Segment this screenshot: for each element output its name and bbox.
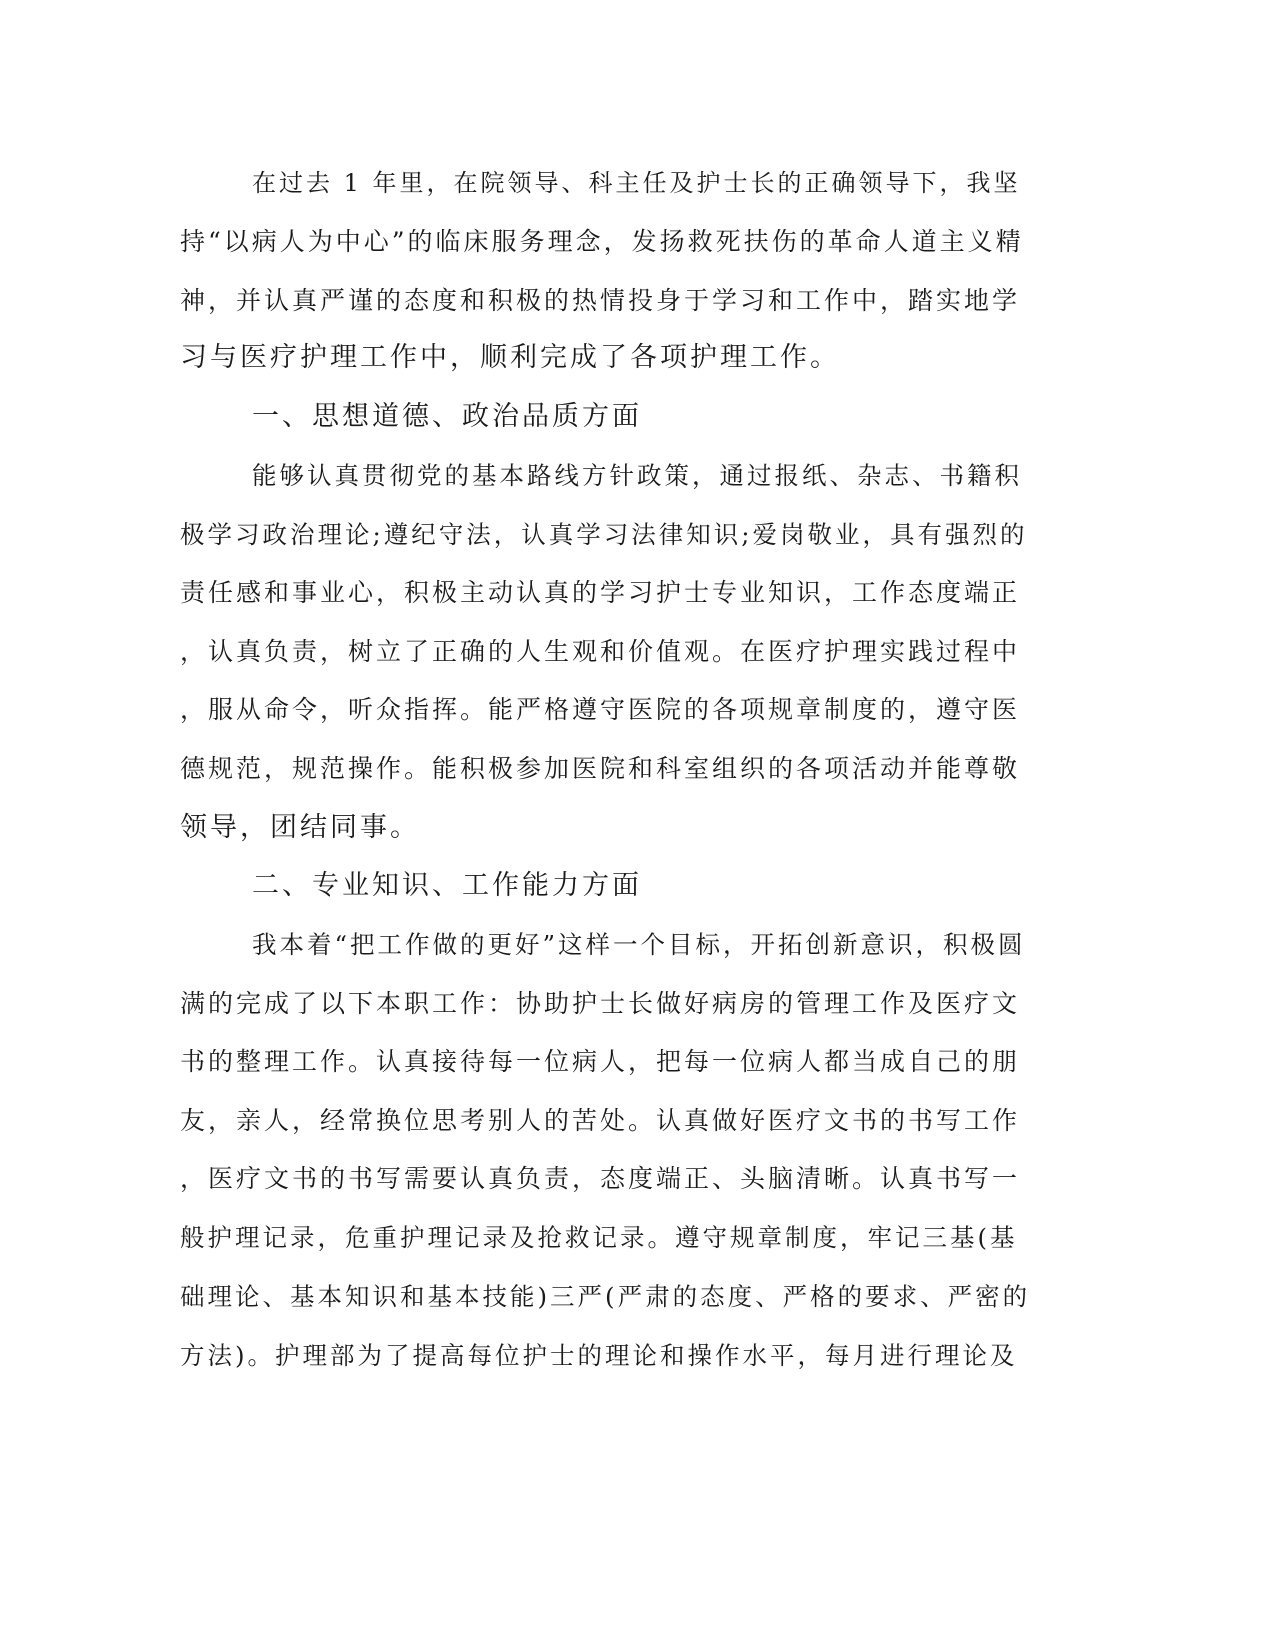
- text-line: ，认真负责，树立了正确的人生观和价值观。在医疗护理实践过程中: [180, 637, 1021, 666]
- text-line: 般护理记录，危重护理记录及抢救记录。遵守规章制度，牢记三基(基: [180, 1223, 1018, 1252]
- text-line: 责任感和事业心，积极主动认真的学习护士专业知识，工作态度端正: [180, 578, 1021, 607]
- text-line: 能够认真贯彻党的基本路线方针政策，通过报纸、杂志、书籍积: [252, 461, 1022, 490]
- text-line: 方法)。护理部为了提高每位护士的理论和操作水平，每月进行理论及: [180, 1341, 1018, 1370]
- text-line: 极学习政治理论;遵纪守法，认真学习法律知识;爱岗敬业，具有强烈的: [180, 520, 1028, 549]
- text-line: 德规范，规范操作。能积极参加医院和科室组织的各项活动并能尊敬: [180, 754, 1021, 783]
- text-line: ，服从命令，听众指挥。能严格遵守医院的各项规章制度的，遵守医: [180, 695, 1021, 724]
- section-heading: 二、专业知识、工作能力方面: [252, 870, 642, 901]
- text-line: 在过去 1 年里，在院领导、科主任及护士长的正确领导下，我坚: [252, 169, 1021, 197]
- text-line: ，医疗文书的书写需要认真负责，态度端正、头脑清晰。认真书写一: [180, 1164, 1021, 1193]
- text-line: 友，亲人，经常换位思考别人的苦处。认真做好医疗文书的书写工作: [180, 1106, 1021, 1135]
- text-line: 习与医疗护理工作中，顺利完成了各项护理工作。: [180, 342, 840, 373]
- text-line: 神，并认真严谨的态度和积极的热情投身于学习和工作中，踏实地学: [180, 286, 1021, 315]
- section-heading: 一、思想道德、政治品质方面: [252, 401, 642, 432]
- text-line: 础理论、基本知识和基本技能)三严(严肃的态度、严格的要求、严密的: [180, 1282, 1031, 1311]
- text-line: 书的整理工作。认真接待每一位病人，把每一位病人都当成自己的朋: [180, 1047, 1021, 1076]
- text-line: 领导，团结同事。: [180, 812, 420, 843]
- text-line: 我本着“把工作做的更好”这样一个目标，开拓创新意识，积极圆: [252, 930, 1026, 959]
- text-line: 满的完成了以下本职工作：协助护士长做好病房的管理工作及医疗文: [180, 989, 1021, 1018]
- text-line: 持“以病人为中心”的临床服务理念，发扬救死扶伤的革命人道主义精: [180, 227, 1024, 256]
